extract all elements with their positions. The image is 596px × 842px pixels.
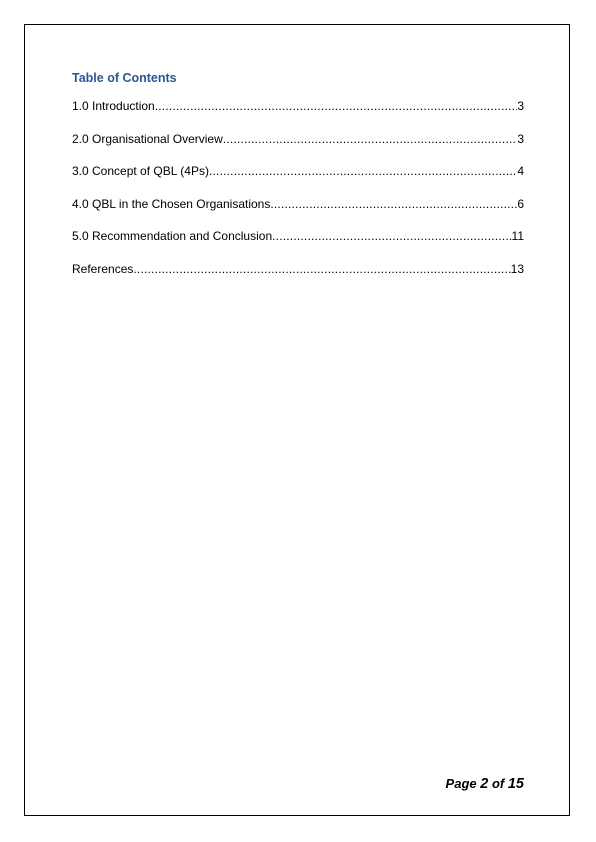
toc-entry-label: 3.0 Concept of QBL (4Ps) — [72, 164, 209, 179]
toc-entry-label: 5.0 Recommendation and Conclusion — [72, 229, 273, 244]
toc-entry-introduction[interactable] — [72, 98, 524, 114]
toc-entry-recommendation-conclusion[interactable] — [72, 228, 524, 244]
footer-of-word: of — [491, 776, 505, 791]
toc-entry-references[interactable] — [72, 261, 524, 277]
toc-entry-page: 4 — [517, 164, 524, 179]
toc-entry-page: 11 — [511, 229, 524, 244]
toc-entry-label: 4.0 QBL in the Chosen Organisations — [72, 196, 271, 211]
toc-entry-concept-of-qbl[interactable] — [72, 163, 524, 179]
toc-entry-label: 2.0 Organisational Overview — [72, 131, 223, 146]
toc-list — [72, 98, 524, 294]
toc-leader-dots — [272, 228, 511, 244]
toc-heading: Table of Contents — [72, 71, 177, 85]
toc-leader-dots — [209, 163, 517, 179]
toc-entry-qbl-in-organisations[interactable] — [72, 196, 524, 212]
toc-entry-page: 13 — [510, 261, 524, 276]
toc-entry-page: 3 — [517, 99, 524, 113]
page-number-footer — [446, 776, 524, 792]
toc-leader-dots — [155, 98, 518, 114]
toc-leader-dots — [133, 261, 510, 277]
toc-entry-page: 6 — [517, 196, 524, 211]
footer-page-word: Page — [445, 776, 477, 791]
toc-leader-dots — [223, 131, 518, 147]
toc-entry-page: 3 — [517, 131, 524, 146]
toc-entry-label: References — [72, 261, 134, 276]
toc-entry-label: 1.0 Introduction — [72, 99, 155, 113]
toc-entry-organisational-overview[interactable] — [72, 131, 524, 147]
footer-current-page: 2 — [480, 776, 489, 792]
toc-leader-dots — [270, 196, 517, 212]
footer-total-pages: 15 — [507, 776, 524, 792]
